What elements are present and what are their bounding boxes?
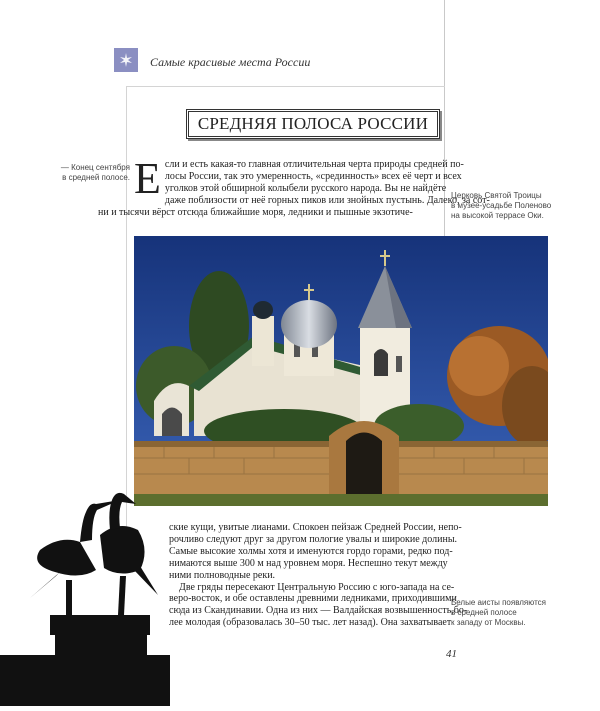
section-heading: СРЕДНЯЯ ПОЛОСА РОССИИ [188,111,438,137]
text-line: ни и тысячи вёрст отсюда ближайшие моря, ледники и пышные экзотиче- [98,206,413,218]
caption-line: к западу от Москвы. [451,618,526,627]
text-line: Две гряды пересекают Центральную Россию с юго-запада на се- [179,581,455,593]
text-line: сюда из Скандинавии. Одна из них — Валдайская возвышенность,бо- [169,605,468,617]
text-line: веро-восток, и обе оставлены древними ледниками, приходившими [169,593,457,605]
text-line: уголков этой обширной колыбели русского народа. Вы не найдёте [164,182,447,194]
text-line: лее молодая (образовалась 30–50 тыс. лет назад). Она захватывает [169,617,452,629]
body-paragraph-intro [98,154,490,219]
church-photo [134,236,548,506]
text-line: Самые высокие холмы хотя и именуются гордо горами, редко под- [169,545,453,557]
caption-line: — Конец сентября [60,163,130,172]
running-header-title: Самые красивые места России [150,55,311,69]
text-line: сли и есть какая-то главная отличительная черта природы средней по- [164,159,464,170]
text-line: даже поблизости от неё горных пиков или знойных пустынь. Далеко, за сот- [164,194,490,206]
text-line: нимаются выше 300 м над уровнем моря. Неспешно текут между [169,557,448,569]
header-logo-icon [114,48,138,72]
page-number: 41 [446,648,457,660]
caption-line: Белые аисты появляются [451,598,546,607]
section-heading-box [186,109,440,139]
drop-cap: Е [134,154,161,203]
text-frame-top-rule [126,86,445,87]
caption-line: в средней полосе. [62,173,130,182]
storks-silhouette [0,480,170,706]
text-line: ними полноводные реки. [169,569,276,581]
caption-line: Церковь Святой Троицы [451,191,542,200]
text-line: лосы России, так это умеренность, «срединность» всех её черт и всех [164,170,462,182]
caption-storks [451,598,546,628]
text-frame-left-rule [126,86,127,536]
text-line: ские кущи, увитые лианами. Спокоен пейзаж Средней России, непо- [169,522,462,533]
caption-line: на высокой террасе Оки. [451,211,544,220]
caption-line: в музее-усадьбе Поленово [451,201,552,210]
caption-line: в средней полосе [451,608,517,617]
text-line: рочливо следуют друг за другом пологие увалы и широкие долины. [169,533,458,545]
body-paragraph-landscape [169,522,468,629]
caption-season [40,163,130,183]
